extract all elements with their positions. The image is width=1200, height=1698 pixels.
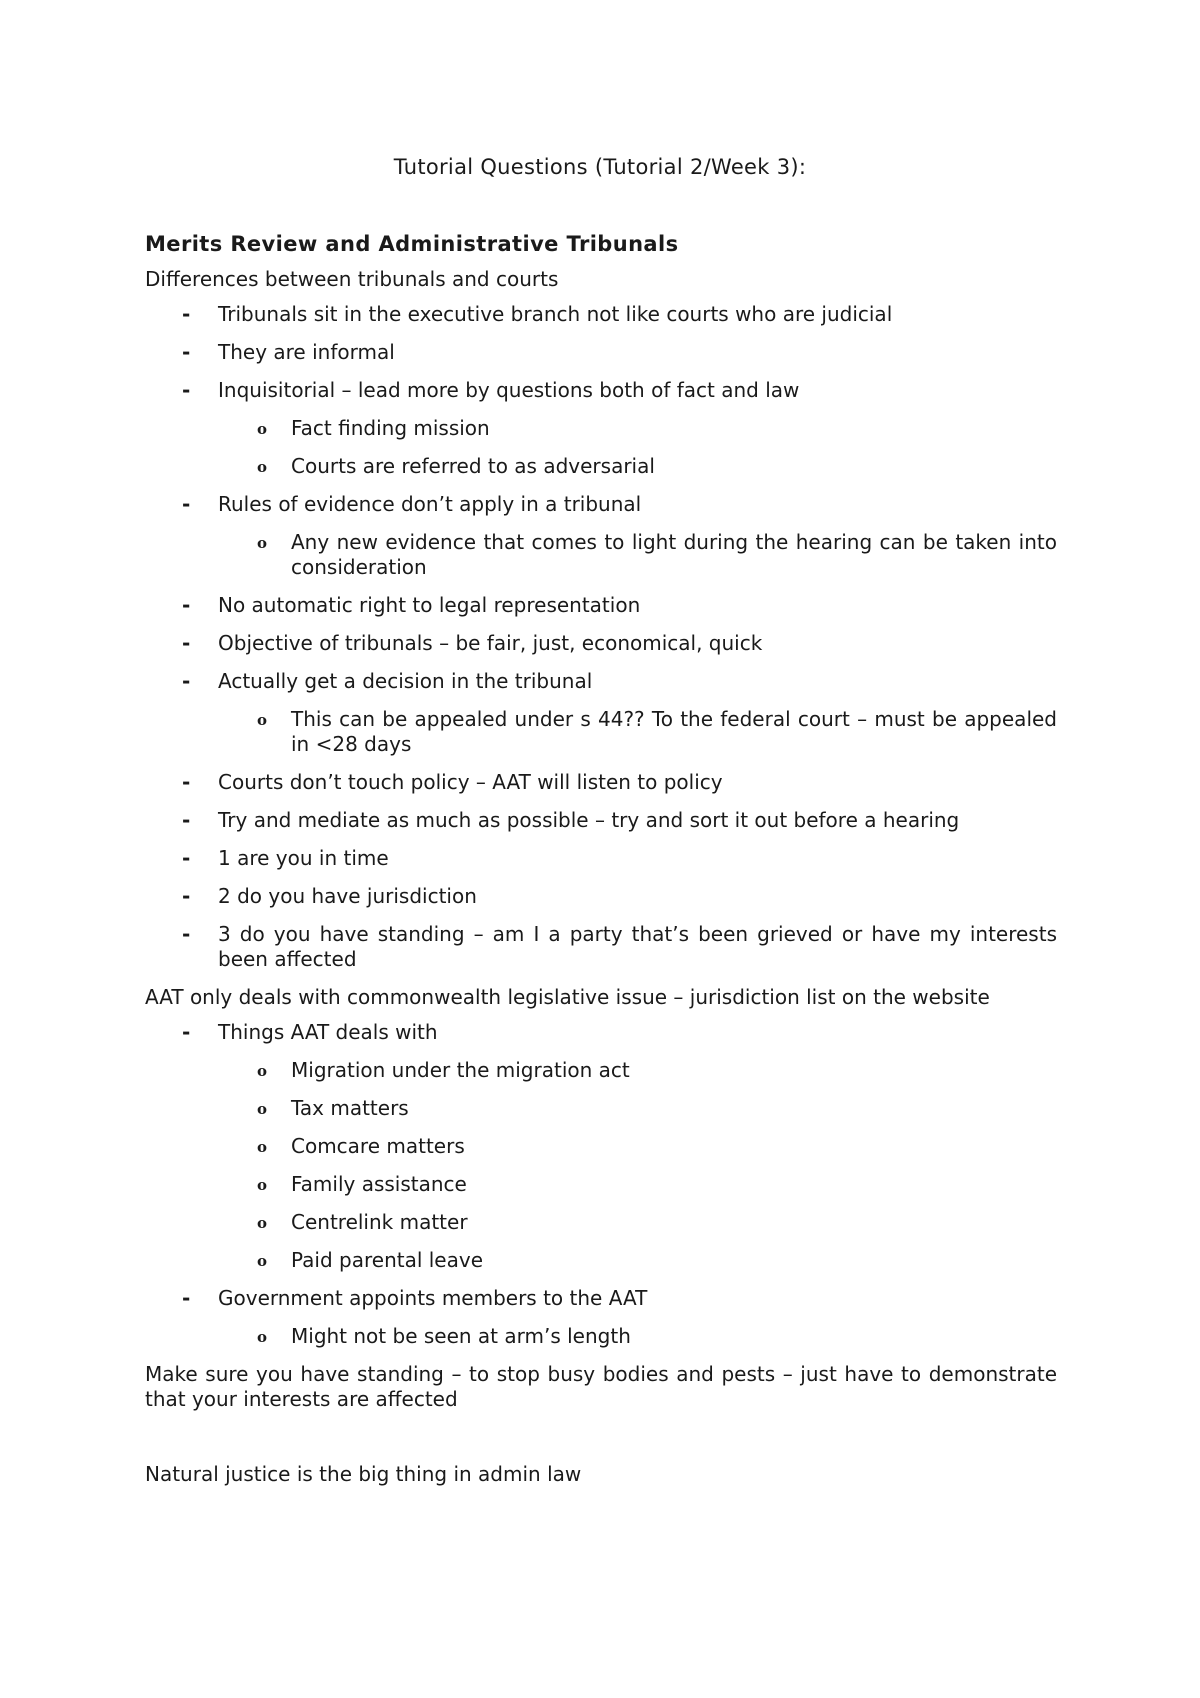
aat-matters-list [145, 1020, 1057, 1349]
list-item [145, 593, 1057, 618]
sub-list-item-text: Might not be seen at arm’s length [291, 1324, 631, 1348]
list-item-text: They are informal [218, 340, 395, 364]
sub-list-item [145, 1210, 1057, 1235]
list-item-text: 1 are you in time [218, 846, 389, 870]
sub-list-item-text: Fact finding mission [291, 416, 490, 440]
document-body [145, 230, 1057, 1497]
sub-list-item [145, 1324, 1057, 1349]
sub-list-item [145, 454, 1057, 479]
list-item-text: Things AAT deals with [218, 1020, 438, 1044]
list-item [145, 922, 1057, 972]
sub-list-item-text: Comcare matters [291, 1134, 465, 1158]
list-item [145, 808, 1057, 833]
list-item [145, 378, 1057, 403]
list-item-text: No automatic right to legal representation [218, 593, 641, 617]
list-item [145, 770, 1057, 795]
list-item-text: Actually get a decision in the tribunal [218, 669, 593, 693]
list-item-text: 2 do you have jurisdiction [218, 884, 477, 908]
dash-bullet-icon: - [182, 846, 191, 870]
dash-bullet-icon: - [182, 302, 191, 326]
list-item-text: Objective of tribunals – be fair, just, economical, quick [218, 631, 763, 655]
sub-list-item [145, 530, 1057, 580]
sub-list-item-text: Paid parental leave [291, 1248, 484, 1272]
list-item-text: Courts don’t touch policy – AAT will listen to policy [218, 770, 723, 794]
circle-bullet-icon: o [257, 1062, 268, 1080]
list-item [145, 492, 1057, 517]
dash-bullet-icon: - [182, 340, 191, 364]
dash-bullet-icon: - [182, 1286, 191, 1310]
dash-bullet-icon: - [182, 378, 191, 402]
circle-bullet-icon: o [257, 1138, 268, 1156]
sub-list-item-text: Centrelink matter [291, 1210, 468, 1234]
list-item [145, 302, 1057, 327]
list-item [145, 846, 1057, 871]
circle-bullet-icon: o [257, 1100, 268, 1118]
list-item-text: Rules of evidence don’t apply in a tribunal [218, 492, 642, 516]
circle-bullet-icon: o [257, 420, 268, 438]
dash-bullet-icon: - [182, 631, 191, 655]
sub-list-item-text: This can be appealed under s 44?? To the federal court – must be appealed in <28 days [291, 707, 1057, 756]
list-item [145, 884, 1057, 909]
list-item [145, 631, 1057, 656]
intro-paragraph: Differences between tribunals and courts [145, 267, 559, 291]
circle-bullet-icon: o [257, 711, 268, 729]
list-item [145, 669, 1057, 694]
standing-paragraph: Make sure you have standing – to stop busy bodies and pests – just have to demonstrate that your interests are affected [145, 1362, 1057, 1411]
sub-list-item [145, 1134, 1057, 1159]
sub-list-item-text: Any new evidence that comes to light during the hearing can be taken into consideration [291, 530, 1057, 579]
circle-bullet-icon: o [257, 458, 268, 476]
circle-bullet-icon: o [257, 1328, 268, 1346]
sub-list-item [145, 1172, 1057, 1197]
sub-list-item-text: Migration under the migration act [291, 1058, 630, 1082]
dash-bullet-icon: - [182, 669, 191, 693]
circle-bullet-icon: o [257, 534, 268, 552]
dash-bullet-icon: - [182, 884, 191, 908]
dash-bullet-icon: - [182, 770, 191, 794]
list-item-text: 3 do you have standing – am I a party that’s been grieved or have my interests been affected [218, 922, 1057, 971]
section-heading: Merits Review and Administrative Tribunals [145, 232, 679, 256]
dash-bullet-icon: - [182, 593, 191, 617]
dash-bullet-icon: - [182, 808, 191, 832]
sub-list-item [145, 707, 1057, 757]
differences-list [145, 302, 1057, 972]
dash-bullet-icon: - [182, 1020, 191, 1044]
blank-line [145, 1422, 1057, 1462]
sub-list-item [145, 416, 1057, 441]
list-item-text: Try and mediate as much as possible – try and sort it out before a hearing [218, 808, 960, 832]
list-item-text: Inquisitorial – lead more by questions both of fact and law [218, 378, 800, 402]
circle-bullet-icon: o [257, 1176, 268, 1194]
sub-list-item-text: Tax matters [291, 1096, 409, 1120]
list-item-text: Tribunals sit in the executive branch not like courts who are judicial [218, 302, 893, 326]
sub-list-item [145, 1058, 1057, 1083]
sub-list-item [145, 1248, 1057, 1273]
sub-list-item-text: Courts are referred to as adversarial [291, 454, 655, 478]
list-item [145, 1286, 1057, 1311]
circle-bullet-icon: o [257, 1252, 268, 1270]
dash-bullet-icon: - [182, 492, 191, 516]
list-item [145, 1020, 1057, 1045]
sub-list-item [145, 1096, 1057, 1121]
circle-bullet-icon: o [257, 1214, 268, 1232]
natural-justice-paragraph: Natural justice is the big thing in admin law [145, 1462, 582, 1486]
list-item [145, 340, 1057, 365]
aat-paragraph: AAT only deals with commonwealth legislative issue – jurisdiction list on the website [145, 985, 990, 1009]
sub-list-item-text: Family assistance [291, 1172, 467, 1196]
list-item-text: Government appoints members to the AAT [218, 1286, 648, 1310]
page-title: Tutorial Questions (Tutorial 2/Week 3): [393, 155, 807, 179]
dash-bullet-icon: - [182, 922, 191, 946]
